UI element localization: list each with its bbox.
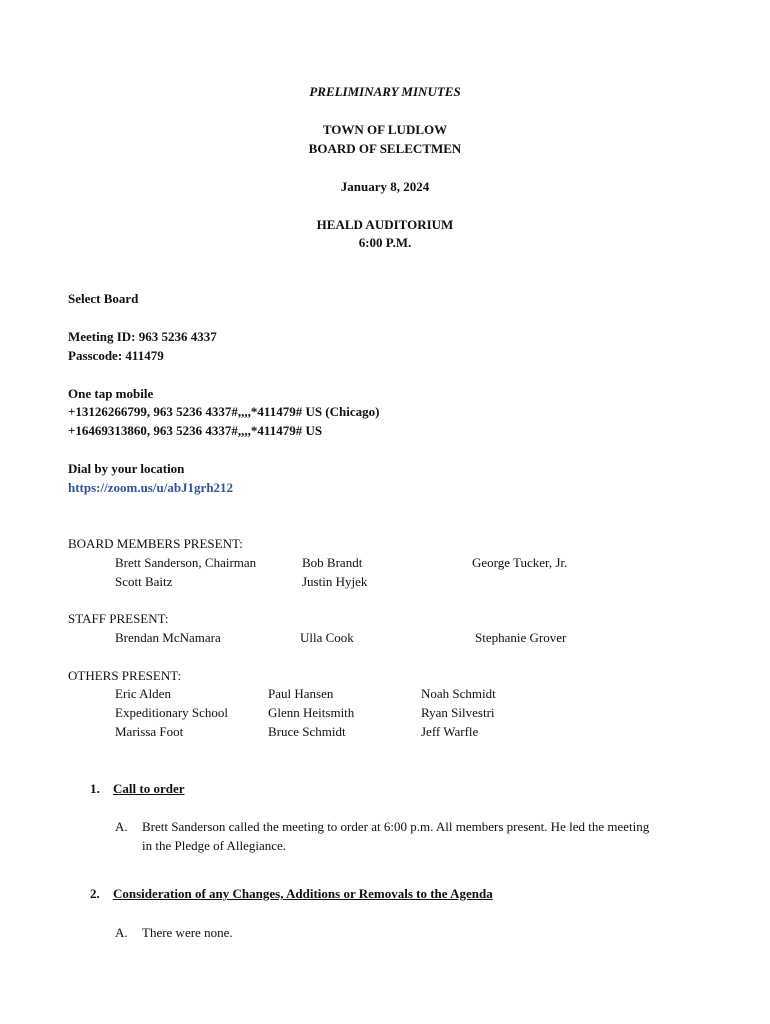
meeting-id: Meeting ID: 963 5236 4337 <box>68 329 217 344</box>
other-attendee-name: Marissa Foot <box>115 724 184 739</box>
one-tap-number-us: +16469313860, 963 5236 4337#,,,,*411479# US <box>68 423 323 438</box>
other-attendee-name: Ryan Silvestri <box>421 705 495 720</box>
staff-name: Ulla Cook <box>300 630 354 645</box>
staff-heading: STAFF PRESENT: <box>68 611 169 626</box>
one-tap-number-chicago: +13126266799, 963 5236 4337#,,,,*411479# US (Chicago) <box>68 404 380 419</box>
other-attendee-name: Glenn Heitsmith <box>268 705 355 720</box>
board-member-name: Scott Baitz <box>115 574 173 589</box>
document-title: PRELIMINARY MINUTES <box>309 84 461 99</box>
meeting-time: 6:00 P.M. <box>358 235 412 250</box>
agenda-subitem-text: There were none. <box>142 925 233 940</box>
others-heading: OTHERS PRESENT: <box>68 668 182 683</box>
board-name: BOARD OF SELECTMEN <box>308 141 462 156</box>
agenda-subitem-text: Brett Sanderson called the meeting to order at 6:00 p.m. All members present. He led the meeting <box>142 819 650 834</box>
other-attendee-name: Jeff Warfle <box>421 724 479 739</box>
zoom-link[interactable]: https://zoom.us/u/abJ1grh212 <box>68 480 234 495</box>
agenda-item-title: Call to order <box>113 781 185 796</box>
town-name: TOWN OF LUDLOW <box>322 122 448 137</box>
passcode: Passcode: 411479 <box>68 348 164 363</box>
staff-name: Brendan McNamara <box>115 630 221 645</box>
agenda-item-title: Consideration of any Changes, Additions or Removals to the Agenda <box>113 886 493 901</box>
agenda-subitem-letter: A. <box>115 925 128 940</box>
other-attendee-name: Expeditionary School <box>115 705 229 720</box>
board-member-name: Justin Hyjek <box>302 574 368 589</box>
meeting-date: January 8, 2024 <box>340 179 430 194</box>
other-attendee-name: Noah Schmidt <box>421 686 496 701</box>
board-members-heading: BOARD MEMBERS PRESENT: <box>68 536 243 551</box>
board-member-name: Bob Brandt <box>302 555 363 570</box>
select-board-heading: Select Board <box>68 291 139 306</box>
agenda-item-number: 2. <box>90 886 100 901</box>
other-attendee-name: Paul Hansen <box>268 686 334 701</box>
one-tap-heading: One tap mobile <box>68 386 154 401</box>
agenda-subitem-letter: A. <box>115 819 128 834</box>
staff-name: Stephanie Grover <box>475 630 567 645</box>
board-member-name: George Tucker, Jr. <box>472 555 568 570</box>
other-attendee-name: Eric Alden <box>115 686 171 701</box>
other-attendee-name: Bruce Schmidt <box>268 724 346 739</box>
agenda-subitem-text: in the Pledge of Allegiance. <box>142 838 287 853</box>
meeting-location: HEALD AUDITORIUM <box>316 217 454 232</box>
dial-heading: Dial by your location <box>68 461 185 476</box>
board-member-name: Brett Sanderson, Chairman <box>115 555 257 570</box>
agenda-item-number: 1. <box>90 781 100 796</box>
